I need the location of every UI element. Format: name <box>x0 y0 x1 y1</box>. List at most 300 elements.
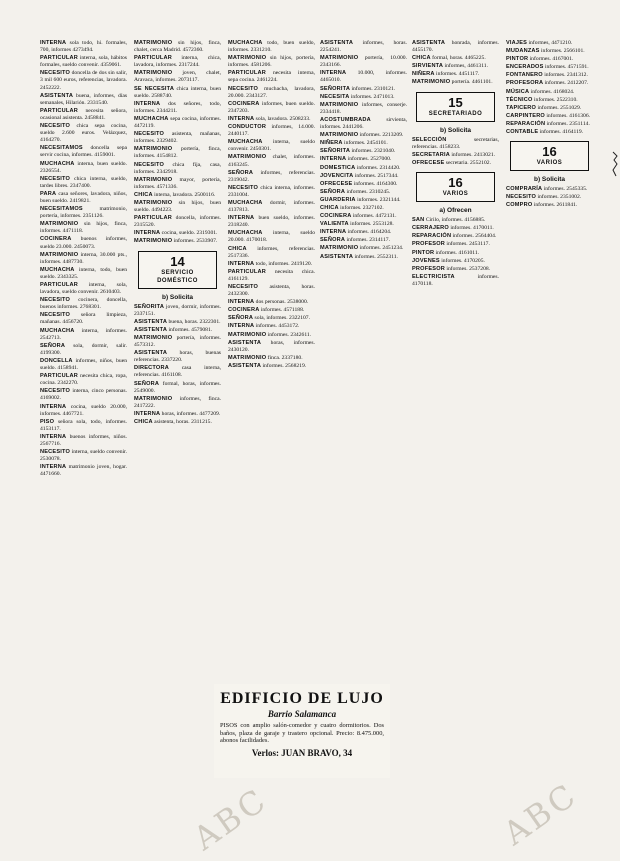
ad-text: informes. 2310245. <box>345 188 391 195</box>
ad-keyword: NIÑERA <box>320 140 343 147</box>
ad-keyword: VIAJES <box>506 40 528 46</box>
column-6 <box>506 40 593 810</box>
classified-ad <box>134 319 221 326</box>
ad-text: informes. 4571188. <box>259 307 305 314</box>
ad-keyword: NECESITO <box>40 388 71 395</box>
classified-ad <box>412 274 499 288</box>
ad-text: informes. 4168024. <box>529 88 575 95</box>
classified-ad <box>228 363 315 370</box>
ad-text: buena, informes, días semanales, Hilarión. 2331540. <box>40 92 127 106</box>
ad-text: formal, horas. 4465225. <box>430 55 486 62</box>
column-5 <box>412 40 499 810</box>
section-subheading: a) Ofrecen <box>439 207 472 215</box>
ad-text: informes. 2453117. <box>445 241 490 248</box>
ad-text: buen sueldo, informes. 2318240. <box>228 215 315 229</box>
classified-ad <box>412 241 499 248</box>
ad-text: asistenta, mañanas, informes. 2329402. <box>134 131 221 145</box>
classified-ad <box>40 93 127 107</box>
ad-keyword: PARTICULAR <box>40 107 78 114</box>
ad-text: informes. 2413021. <box>449 151 496 158</box>
ad-keyword: MATRIMONIO <box>134 40 173 46</box>
ad-text: asistenta, horas. 2311215. <box>152 419 212 426</box>
ad-text: interna, buen sueldo. 2326554. <box>40 160 127 174</box>
ad-keyword: ASISTENTA <box>320 40 354 46</box>
ad-text: sirvienta, informes. 2441206. <box>320 116 407 131</box>
ad-text: informes. 4170011. <box>448 225 494 232</box>
ad-text: informes. 2341312. <box>542 72 588 79</box>
ad-keyword: SEÑORA <box>134 380 160 387</box>
classified-ad <box>40 282 127 296</box>
classified-ad <box>320 221 407 228</box>
ad-keyword: MATRIMONIO <box>320 132 359 139</box>
ad-keyword: MATRIMONIO <box>134 199 173 206</box>
ad-keyword: NECESITAMOS <box>40 145 83 152</box>
classified-ad <box>228 230 315 244</box>
ad-text: informes. 4161306. <box>544 112 591 119</box>
ad-text: necesita chica, ropa, cocina. 2342270. <box>40 373 127 387</box>
ad-keyword: MATRIMONIO <box>40 221 79 228</box>
ad-keyword: DIRECTORA <box>134 365 169 372</box>
ad-keyword: MUCHACHA <box>40 160 75 167</box>
classified-ad <box>506 40 593 47</box>
classified-ad <box>320 181 407 188</box>
ad-text: casa interna, referencias. 4161108. <box>134 365 221 379</box>
ad-keyword: CERRAJERO <box>412 225 449 232</box>
ad-text: informes, conserje. 2334418. <box>320 101 407 115</box>
classified-ad <box>228 315 315 322</box>
ad-text: interna, lavadora. 2500116. <box>152 191 216 198</box>
classified-ad <box>412 63 499 70</box>
ad-text: informes, niños, buen sueldo. 4158941. <box>40 357 127 372</box>
ad-keyword: MATRIMONIO <box>40 251 79 258</box>
ad-text: informes. 2564404. <box>451 233 497 240</box>
classified-ad <box>134 86 221 100</box>
ad-text: sin hijos, portería, informes. 4581206. <box>228 55 315 69</box>
classified-ad <box>134 40 221 54</box>
classified-ad <box>228 154 315 168</box>
classified-ad <box>40 221 127 235</box>
ad-keyword: MATRIMONIO <box>228 154 267 161</box>
ad-keyword: NECESITO <box>40 449 71 456</box>
classified-ad <box>40 206 127 220</box>
ad-text: joven, chalet, Aravaca, informes. 2073117. <box>134 70 221 84</box>
classified-ad <box>506 48 593 55</box>
ad-text: honrada, informes. 4455170. <box>412 40 499 54</box>
classified-ad <box>134 304 221 318</box>
section-title: VARIOS <box>536 160 563 167</box>
ad-keyword: CARPINTERO <box>506 112 545 119</box>
ad-text: todo, informes. 2419120. <box>254 260 313 267</box>
ad-text: cocinera, doncella, buenos informes. 2768301. <box>40 297 127 311</box>
ad-text: informes. 2471013. <box>349 93 395 100</box>
ad-keyword: PARTICULAR <box>134 55 172 62</box>
classified-ad <box>40 236 127 250</box>
section-subheading: b) Solicita <box>439 126 472 134</box>
classified-ad <box>134 116 221 130</box>
classified-ad <box>228 340 315 354</box>
ad-keyword: INTERNA <box>228 115 255 122</box>
ad-keyword: NECESITO <box>506 194 537 201</box>
ad-keyword: MATRIMONIO <box>134 395 173 402</box>
classified-ad <box>134 335 221 349</box>
ad-keyword: SELECCIÓN <box>412 136 447 143</box>
ad-text: informes. 2321040. <box>350 148 396 155</box>
ad-keyword: MATRIMONIO <box>320 101 359 108</box>
classified-ad <box>320 237 407 244</box>
classified-ad <box>228 139 315 153</box>
ad-text: informes. 2327102. <box>338 204 384 211</box>
ad-keyword: OFRECESE <box>412 159 445 166</box>
ad-keyword: MATRIMONIO <box>228 55 267 62</box>
ad-keyword: INTERNA <box>40 464 67 471</box>
ad-keyword: ASISTENTA <box>228 362 262 369</box>
ad-text: portería. 4461101. <box>450 79 493 86</box>
classified-ad <box>134 396 221 410</box>
classified-ad <box>320 229 407 236</box>
ad-keyword: MATRIMONIO <box>228 354 267 361</box>
ad-keyword: ASISTENTA <box>228 339 262 346</box>
ad-text: muchacha, lavadora, 20.000. 2343127. <box>228 85 315 99</box>
ad-keyword: SEÑORA <box>320 188 346 195</box>
classified-ad <box>40 464 127 478</box>
abc-watermark-left: ABC <box>186 780 275 858</box>
ad-text: dos personas. 2538000. <box>254 299 309 306</box>
classified-ad <box>506 97 593 104</box>
ad-text: chica interna, informes. 2331004. <box>228 184 315 198</box>
classified-ad <box>506 121 593 128</box>
ad-keyword: PISO <box>40 418 55 425</box>
ad-keyword: SEÑORA <box>228 315 254 322</box>
ad-text: informes, referencias. 2319042. <box>228 169 315 183</box>
classified-ad <box>40 108 127 122</box>
ad-keyword: ASISTENTA <box>320 253 354 260</box>
ad-keyword: PARA <box>40 190 57 197</box>
ad-text: informes, 4471210. <box>527 40 573 46</box>
ad-keyword: INTERNA <box>40 40 67 46</box>
section-subheading: b) Solicita <box>161 293 194 301</box>
classified-ad <box>412 233 499 240</box>
classified-ad <box>228 215 315 229</box>
classified-ad <box>320 148 407 155</box>
ad-text: informes. 4579081. <box>167 326 213 333</box>
ad-keyword: CHICA <box>134 419 153 426</box>
column-1 <box>40 40 127 810</box>
ad-keyword: ASISTENTA <box>412 40 446 46</box>
classified-ad <box>320 140 407 147</box>
ad-keyword: CHICA <box>134 191 153 198</box>
ad-text: finca. 2337180. <box>266 354 303 361</box>
section-header-box <box>510 141 589 171</box>
ad-keyword: NECESITO <box>40 175 71 182</box>
ad-text: informes, 4461311. <box>443 63 488 70</box>
ad-text: casa señores, lavadora, niños, buen sueldo. 2419821. <box>40 190 127 204</box>
ad-keyword: ELECTRICISTA <box>412 273 455 280</box>
classified-ad <box>506 72 593 79</box>
ad-keyword: PARTICULAR <box>40 55 78 62</box>
classified-ad <box>412 40 499 54</box>
classified-ad <box>134 381 221 395</box>
ad-footer: Verlos: JUAN BRAVO, 34 <box>251 747 353 758</box>
classified-ad <box>506 186 593 193</box>
classified-ad <box>134 200 221 214</box>
ad-subtitle: Barrio Salamanca <box>267 709 337 719</box>
section-title: SECRETARIADO <box>428 110 483 117</box>
classified-ad <box>228 355 315 362</box>
ad-text: informes. 2533907. <box>172 238 218 245</box>
classified-ad <box>320 117 407 131</box>
ad-text: informes. 4472131. <box>351 213 397 220</box>
ad-text: informes, buen sueldo. 2347203. <box>228 100 315 114</box>
ad-keyword: COCINERA <box>320 213 352 220</box>
classified-ad <box>320 254 407 261</box>
ad-text: portería, 10.000. 2343166. <box>320 55 407 69</box>
classified-ad <box>228 200 315 214</box>
ad-text: informes. 2454101. <box>342 140 388 147</box>
classified-ad <box>134 192 221 199</box>
classified-ad <box>134 350 221 364</box>
ad-keyword: NECESITO <box>40 70 71 77</box>
ad-keyword: FONTANERO <box>506 72 543 79</box>
section-header-box <box>138 251 217 289</box>
ad-text: informes. 2568219. <box>261 362 307 369</box>
ad-keyword: PARTICULAR <box>40 282 78 288</box>
classified-ad <box>506 129 593 136</box>
classified-ad <box>228 55 315 69</box>
ad-keyword: TÉCNICO <box>506 96 533 103</box>
classified-ad <box>134 365 221 379</box>
ad-keyword: PARTICULAR <box>228 70 266 77</box>
ad-text: buenos informes, niños. 2567716. <box>40 433 127 447</box>
classified-ad <box>228 185 315 199</box>
ad-keyword: OFRECESE <box>320 180 353 187</box>
ad-keyword: ASISTENTA <box>40 92 74 99</box>
classified-ad <box>320 102 407 116</box>
section-header-box <box>416 172 495 202</box>
classified-ad <box>412 137 499 151</box>
classified-ad <box>40 252 127 266</box>
ad-keyword: SEÑORA <box>228 169 254 176</box>
ad-text: interna, cinco personas. 4169002. <box>40 388 127 402</box>
ad-text: portería, finca, informes. 4154812. <box>134 146 221 160</box>
classified-ad <box>506 80 593 87</box>
real-estate-advertisement <box>214 684 390 778</box>
classified-ad <box>134 238 221 245</box>
ad-keyword: SECRETARIA <box>412 151 450 158</box>
ad-keyword: MUCHACHA <box>228 40 263 46</box>
ad-title: EDIFICIO DE LUJO <box>220 690 384 707</box>
classified-ad <box>412 79 499 86</box>
classified-ad <box>412 217 499 224</box>
ad-text: Cirilo, informes. 4156885. <box>424 217 486 224</box>
ad-keyword: PINTOR <box>506 56 529 63</box>
ad-text: todo, buen sueldo, informes. 2331210. <box>228 40 315 54</box>
ad-keyword: SEÑORA <box>320 237 346 244</box>
ad-keyword: NECESITO <box>134 161 165 168</box>
ad-text: informes. 2522310. <box>532 96 578 103</box>
classified-ad <box>40 40 127 54</box>
ad-keyword: INTERNA <box>228 323 255 330</box>
ad-keyword: PROFESORA <box>506 80 544 87</box>
classified-ad <box>134 146 221 160</box>
ad-keyword: SEÑORITA <box>320 148 351 155</box>
classified-ad <box>134 101 221 115</box>
ad-text: interna, todo, buen sueldo. 2343325. <box>40 266 127 280</box>
classified-ad <box>40 297 127 311</box>
ad-keyword: INTERNA <box>228 299 255 306</box>
classified-ad <box>506 105 593 112</box>
ad-text: informes. 2611841. <box>532 202 578 209</box>
ad-keyword: MUCHACHA <box>40 327 75 334</box>
ad-text: interna, sola, hábitos formales, sueldo convenir. 4359061. <box>40 55 127 69</box>
classified-ad <box>134 215 221 229</box>
classified-ad <box>320 197 407 204</box>
ad-text: informes. 4161011. <box>434 249 480 256</box>
ad-keyword: MATRIMONIO <box>228 331 267 338</box>
ad-text: necesita chica. 4161129. <box>228 268 315 282</box>
ad-text: interna, sola, lavadora, sueldo convenir. 2610403. <box>40 282 127 296</box>
section-number: 16 <box>448 175 463 191</box>
ad-keyword: NECESITO <box>228 85 259 92</box>
ad-keyword: MATRIMONIO <box>320 55 359 62</box>
classified-ad <box>40 328 127 342</box>
classified-ad <box>506 56 593 63</box>
classified-ad <box>40 161 127 175</box>
classified-ad <box>320 165 407 172</box>
ad-keyword: PARTICULAR <box>228 268 266 275</box>
ad-text: informes. 2545335. <box>542 186 588 193</box>
ad-keyword: PARTICULAR <box>40 373 78 380</box>
ad-text: matrimonio, portería, informes. 2351126. <box>40 206 127 220</box>
ad-text: necesita interna, sepa cocina. 2461224. <box>228 70 315 84</box>
classified-ad <box>228 40 315 54</box>
ad-keyword: CHICA <box>412 55 431 62</box>
ad-keyword: SEÑORITA <box>320 85 351 92</box>
ad-text: sola, lavadora. 2508233. <box>254 115 311 122</box>
classified-ad <box>228 116 315 123</box>
ad-text: horas, informes. 2430120. <box>228 339 315 353</box>
ad-text: sepa cocina, informes. 4472119. <box>134 115 221 130</box>
classified-ad <box>40 176 127 190</box>
ad-text: cocina, sueldo. 2319301. <box>160 230 218 237</box>
ad-text: informes. 2314117. <box>345 237 390 244</box>
classified-ad <box>134 411 221 418</box>
classified-ad <box>40 419 127 433</box>
ad-text: informes. 2351002. <box>536 194 582 201</box>
ad-text: informes. 2552311. <box>353 253 398 260</box>
ad-text: horas, informes. 4477209. <box>160 410 221 417</box>
ad-text: chica interna, sueldo, tardes libres. 2347400. <box>40 175 127 189</box>
ad-keyword: MATRIMONIO <box>134 238 173 245</box>
ad-text: informes. 4571591. <box>543 64 589 71</box>
ad-text: necesita señora, ocasional asistenta. 2458841. <box>40 107 127 121</box>
ad-text: cocina, sueldo 20.000, informes. 4467721. <box>40 403 127 417</box>
ad-keyword: VALIENTA <box>320 221 349 228</box>
section-number: 14 <box>170 253 185 269</box>
classified-ad <box>320 189 407 196</box>
ad-keyword: CHICA <box>228 245 247 252</box>
ad-text: chica fija, casa, informes. 2342918. <box>134 161 221 175</box>
classified-ad <box>40 123 127 144</box>
ad-text: sola, informes. 2322107. <box>253 315 311 322</box>
ad-text: dos señores, todo, informes. 2344211. <box>134 100 221 114</box>
ad-text: 10.000, informes. 4465010. <box>320 70 407 84</box>
ad-text: chalet, informes. 4163245. <box>228 154 315 168</box>
section-number: 15 <box>448 94 463 110</box>
ad-keyword: INTERNA <box>320 229 347 236</box>
ad-text: interna, sueldo 20.000. 4170018. <box>228 230 315 244</box>
ad-text: doncella sepa servir cocina, informes. 4159001. <box>40 145 127 159</box>
classified-ad <box>40 70 127 91</box>
ad-keyword: SE NECESITA <box>134 85 175 92</box>
ad-keyword: ASISTENTA <box>134 326 168 333</box>
ad-text: informes. 4164119. <box>538 129 584 136</box>
ad-text: informes. 4164300. <box>352 180 398 187</box>
classified-ad <box>320 173 407 180</box>
classified-ad <box>320 94 407 101</box>
ad-text: buena, horas. 2322301. <box>167 318 221 325</box>
ad-keyword: INTERNA <box>228 260 255 267</box>
ad-keyword: NECESITO <box>134 131 165 138</box>
classified-ad <box>228 246 315 260</box>
ad-text: informes. 4170118. <box>412 273 499 287</box>
ad-keyword: INTERNA <box>228 215 255 222</box>
classified-ad <box>40 145 127 159</box>
classified-ad <box>228 86 315 100</box>
classified-ad <box>40 312 127 326</box>
ad-keyword: SIRVIENTA <box>412 63 444 70</box>
ad-text: asistenta, horas. 2432300. <box>228 284 315 298</box>
classified-ad <box>134 70 221 84</box>
ad-keyword: JOVENES <box>412 257 440 264</box>
classified-ad <box>228 323 315 330</box>
ad-text: sin hijos, buen sueldo. 4494223. <box>134 199 221 214</box>
ad-text: sola, dormir, salir. 4199300. <box>40 342 127 356</box>
classified-ad <box>506 194 593 201</box>
classified-ad <box>40 55 127 69</box>
ad-text: formal, horas, informes. 2549000. <box>134 380 221 394</box>
ad-keyword: INTERNA <box>40 433 67 440</box>
ad-body: PISOS con amplio salón-comedor y cuatro dormitorios. Dos baños, plaza de garaje y trastero opcional. Precio: 8.475.000, abonos facilidades. <box>220 722 384 745</box>
ad-keyword: MUCHACHA <box>228 199 263 206</box>
ad-text: chica sepa cocina, sueldo 2.600 euros. Velázquez, 4164270. <box>40 123 127 144</box>
ad-text: informes. 2213209. <box>358 132 404 139</box>
classified-ad <box>40 373 127 387</box>
classified-ad <box>228 261 315 268</box>
ad-text: informes, 14.000. 2440117. <box>228 124 315 138</box>
ad-keyword: MATRIMONIO <box>134 146 173 153</box>
ad-keyword: SEÑORA <box>40 342 66 349</box>
classified-ad <box>134 230 221 237</box>
classified-ad <box>40 388 127 402</box>
ad-text: portería, informes. 4573312. <box>134 335 221 349</box>
ad-keyword: NECESITO <box>40 312 71 319</box>
ad-text: informes. 4167001. <box>528 56 574 63</box>
classified-ad <box>320 213 407 220</box>
ad-text: informes. 2537208. <box>445 265 491 272</box>
ad-text: matrimonio joven, hogar. 4471660. <box>40 464 127 478</box>
classified-ad <box>40 449 127 463</box>
classified-ad <box>228 299 315 306</box>
abc-watermark-right: ABC <box>496 775 585 853</box>
classified-ad <box>412 160 499 167</box>
ad-keyword: COMPRO <box>506 202 533 209</box>
section-subheading: b) Solicita <box>533 176 566 184</box>
ad-text: señora sola, todo, informes. 4153117. <box>40 418 127 432</box>
ad-text: informes. 2351114. <box>545 120 590 127</box>
classified-ad <box>320 55 407 69</box>
ad-text: interna, chica, lavadora, informes. 2317244. <box>134 55 221 69</box>
section-header-box <box>416 92 495 122</box>
